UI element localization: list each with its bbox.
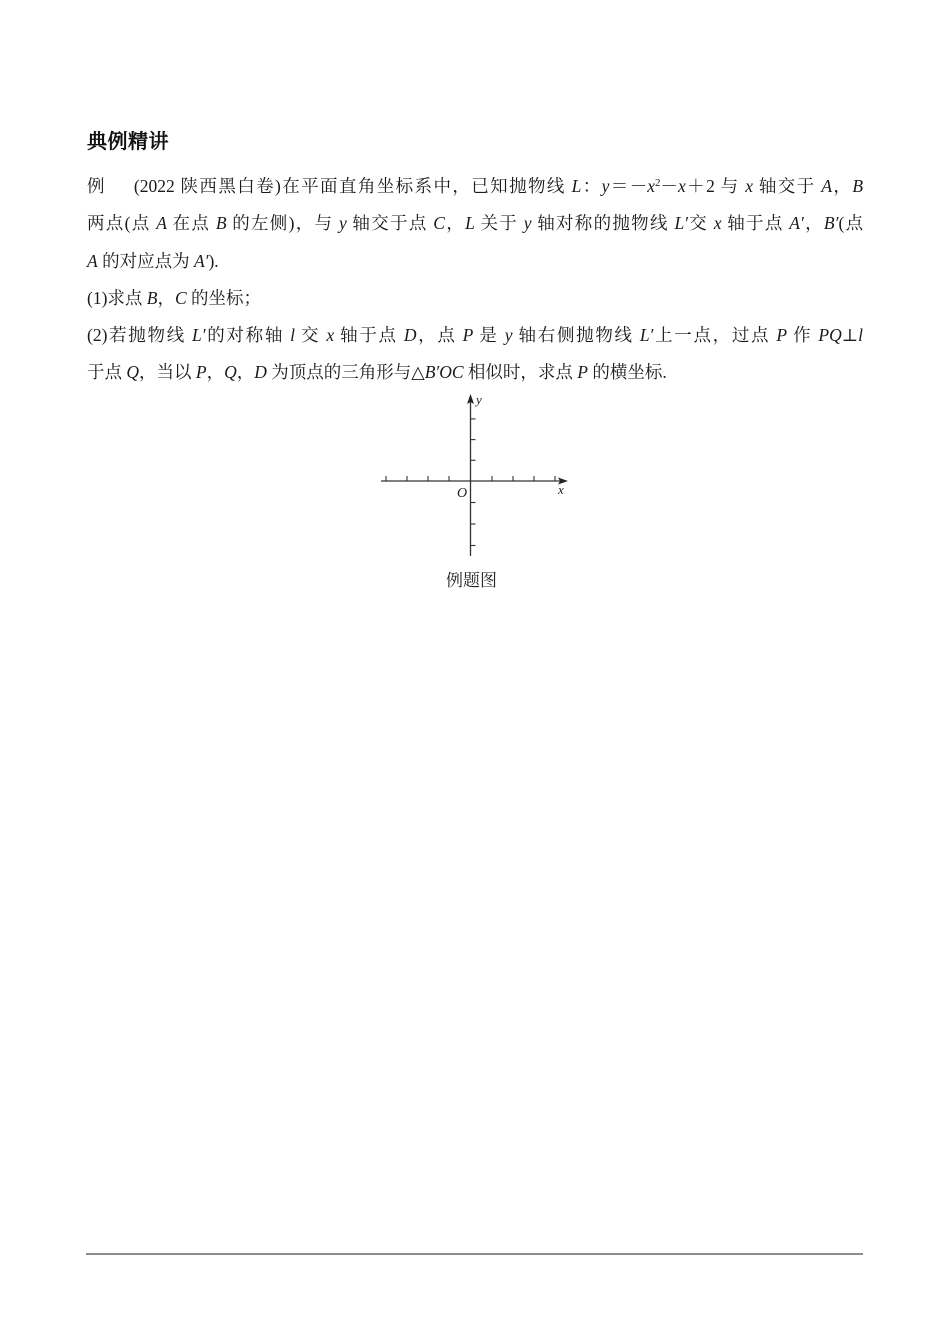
math-symbol: P [195,362,207,383]
text-run: 关于 [474,213,524,234]
text-run: 轴于点 [334,325,404,346]
problem-line [87,243,863,280]
text-run: 作 [787,325,819,346]
text-run: ， [157,287,175,308]
text-run: 轴交于点 [346,213,434,234]
math-symbol: x [677,176,686,196]
figure-caption: 例题图 [446,571,497,590]
math-symbol: x [713,213,722,234]
text-run: 交 [294,325,327,346]
text-run: ＝－ [609,176,648,196]
text-run: 的对称轴 [205,325,291,346]
math-symbol: PQ [818,325,842,346]
problem-line [87,205,863,242]
math-symbol: A [87,250,98,271]
problem-line [87,168,863,205]
text-run: ，点 [416,325,463,346]
math-symbol: D [254,362,267,383]
math-symbol: B [146,287,158,308]
math-symbol: C [433,213,445,234]
text-run: ⊥ [841,325,859,346]
math-symbol: P [776,325,788,346]
origin-label: O [457,486,468,501]
text-run: － [660,176,678,196]
math-symbol: A′ [193,250,209,271]
math-symbol: P [462,325,474,346]
text-run: 于点 [87,362,127,383]
y-axis-label: y [476,392,482,407]
math-symbol: y [338,213,347,234]
math-symbol: x [745,176,754,196]
problem-line [87,280,863,317]
math-symbol: L′ [191,325,206,346]
text-run: ， [803,213,824,234]
math-symbol: y [523,213,532,234]
text-run: (2022 陕西黑白卷)在平面直角坐标系中，已知抛物线 [133,176,572,196]
math-symbol: Q [224,362,237,383]
math-symbol: l [858,325,864,346]
problem-line [87,354,863,391]
text-run: 为顶点的三角形与△ [266,362,425,383]
text-run: 两点(点 [87,213,157,234]
text-run: ， [206,362,225,383]
text-run: ， [444,213,466,234]
text-run: (1)求点 [87,287,147,308]
text-run: 轴右侧抛物线 [512,325,640,346]
coordinate-axes-figure [375,388,575,560]
math-symbol: Q [126,362,140,383]
math-symbol: B′ [823,213,839,234]
footer-divider [86,1253,863,1255]
text-run: 上一点，过点 [653,325,777,346]
text-run: 的坐标； [186,287,262,308]
math-symbol: L [465,213,475,234]
math-symbol: A′ [789,213,804,234]
text-run: 轴交于 [753,176,822,196]
text-run: ). [208,250,219,271]
text-run: ， [832,176,853,196]
text-run: 的左侧)，与 [226,213,339,234]
text-run: 轴对称的抛物线 [531,213,675,234]
math-symbol: C [174,287,187,308]
text-run: (2)若抛物线 [87,325,192,346]
text-run: 的横坐标. [588,362,667,383]
math-symbol: y [504,325,513,346]
math-symbol: x [326,325,335,346]
text-run: 的对应点为 [97,250,194,271]
math-symbol: B′OC [424,362,464,383]
math-symbol: B [852,176,864,196]
math-symbol: y [601,176,610,196]
problem-text [87,168,863,392]
math-symbol: B [215,213,227,234]
math-symbol: L [571,176,582,196]
math-symbol: L′ [639,325,654,346]
problem-line [87,317,863,354]
math-symbol: l [290,325,295,346]
text-run: ，当以 [139,362,196,383]
math-symbol: L′ [674,213,689,234]
text-run: 轴于点 [721,213,790,234]
text-run: 在点 [166,213,216,234]
math-symbol: A [821,176,833,196]
math-symbol: x [647,176,655,196]
text-run: (点 [838,213,864,234]
text-run: ＋2 与 [685,176,746,196]
superscript: 2 [654,177,661,189]
math-symbol: P [577,362,588,383]
math-symbol: D [403,325,417,346]
section-heading: 典例精讲 [87,129,169,153]
text-run: 相似时，求点 [463,362,578,383]
text-run: ： [581,176,602,196]
x-axis-label: x [558,482,564,497]
text-run: 例 [87,176,106,196]
text-run: 交 [688,213,714,234]
text-run: 是 [473,325,505,346]
math-symbol: A [156,213,167,234]
text-run: ， [236,362,255,383]
